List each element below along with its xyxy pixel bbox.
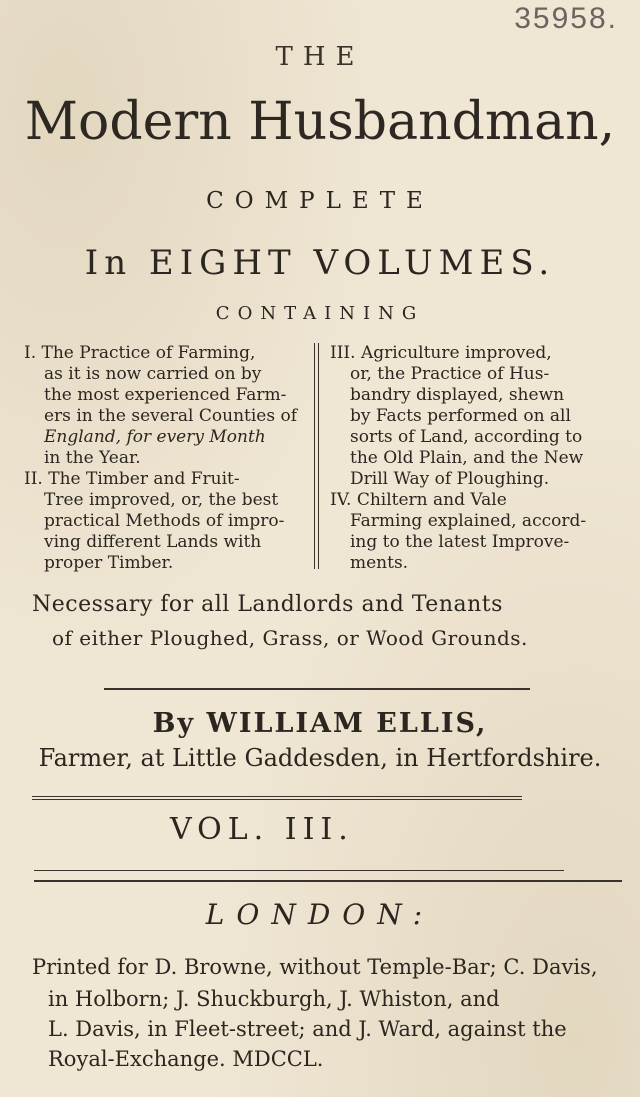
item-line: practical Methods of impro- bbox=[44, 511, 285, 531]
author-description: Farmer, at Little Gaddesden, in Hertfordshire. bbox=[38, 744, 602, 772]
imprint-line: in Holborn; J. Shuckburgh, J. Whiston, and bbox=[48, 987, 500, 1011]
item-line: bandry displayed, shewn bbox=[350, 385, 565, 405]
book-title: Modern Husbandman, bbox=[24, 92, 616, 152]
divider-rule bbox=[104, 688, 530, 690]
item-line: the most experienced Farm- bbox=[44, 385, 287, 405]
item-line: England, for every Month bbox=[44, 427, 266, 447]
contents-item-4 bbox=[330, 490, 626, 574]
item-lead: IV. Chiltern and Vale bbox=[330, 490, 507, 510]
item-line: ing to the latest Improve- bbox=[350, 532, 570, 552]
shelfmark-handwritten: 35958. bbox=[514, 2, 618, 35]
item-line: ments. bbox=[350, 553, 409, 573]
imprint-line: Royal-Exchange. MDCCL. bbox=[48, 1047, 324, 1071]
containing-heading: CONTAINING bbox=[215, 303, 425, 324]
item-line: in the Year. bbox=[44, 448, 141, 468]
item-line: by Facts performed on all bbox=[350, 406, 571, 426]
item-line: proper Timber. bbox=[44, 553, 174, 573]
contents-right-column bbox=[330, 343, 626, 574]
audience-line-1: Necessary for all Landlords and Tenants bbox=[32, 592, 503, 617]
subtitle-volumes: In EIGHT VOLUMES. bbox=[84, 243, 556, 283]
item-line: Drill Way of Ploughing. bbox=[350, 469, 550, 489]
double-rule bbox=[32, 796, 522, 800]
title-article: THE bbox=[275, 42, 365, 72]
item-lead: III. Agriculture improved, bbox=[330, 343, 552, 363]
divider-rule bbox=[34, 880, 622, 882]
item-line: the Old Plain, and the New bbox=[350, 448, 584, 468]
contents-columns bbox=[24, 343, 624, 571]
item-line: or, the Practice of Hus- bbox=[350, 364, 550, 384]
item-line: as it is now carried on by bbox=[44, 364, 262, 384]
contents-item-3 bbox=[330, 343, 626, 490]
divider-rule bbox=[34, 870, 564, 871]
volume-number: VOL. III. bbox=[170, 812, 354, 847]
audience-line-2: of either Ploughed, Grass, or Wood Grounds. bbox=[52, 626, 528, 650]
contents-item-1 bbox=[24, 343, 320, 469]
place-of-publication: LONDON: bbox=[205, 898, 435, 931]
item-line: ers in the several Counties of bbox=[44, 406, 298, 426]
imprint-line: L. Davis, in Fleet-street; and J. Ward, against the bbox=[48, 1017, 567, 1041]
item-lead: I. The Practice of Farming, bbox=[24, 343, 256, 363]
imprint-line: Printed for D. Browne, without Temple-Bar; C. Davis, bbox=[32, 955, 598, 979]
item-lead: II. The Timber and Fruit- bbox=[24, 469, 240, 489]
subtitle-complete: COMPLETE bbox=[206, 188, 434, 214]
item-line: Tree improved, or, the best bbox=[44, 490, 279, 510]
item-line: sorts of Land, according to bbox=[350, 427, 583, 447]
author-name: By WILLIAM ELLIS, bbox=[152, 708, 488, 739]
column-divider bbox=[314, 343, 319, 569]
contents-left-column bbox=[24, 343, 320, 574]
item-line: Farming explained, accord- bbox=[350, 511, 587, 531]
item-line: ving different Lands with bbox=[44, 532, 262, 552]
contents-item-2 bbox=[24, 469, 320, 574]
